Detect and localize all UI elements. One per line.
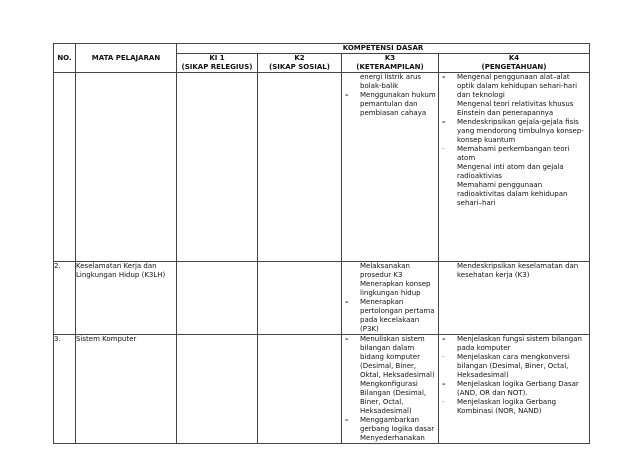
header-ki1 bbox=[177, 54, 258, 73]
curriculum-table bbox=[53, 43, 590, 444]
list-item: – Mengenal penggunaan alat–alat optik dalam kehidupan sehari-hari dan teknologi bbox=[442, 73, 578, 99]
header-ki1-sub: (SIKAP RELEGIUS) bbox=[181, 63, 253, 71]
subject-name: Sistem Komputer bbox=[76, 335, 177, 444]
header-k4 bbox=[439, 54, 590, 73]
header-k2-title: K2 bbox=[294, 54, 305, 62]
row-number: 3. bbox=[54, 335, 76, 444]
header-k2 bbox=[258, 54, 342, 73]
header-k4-sub: (PENGETAHUAN) bbox=[481, 63, 547, 71]
list-item: Memahami penggunaan radioaktivitas dalam kehidupan sehari–hari bbox=[457, 181, 568, 207]
subject-name: Keselamatan Kerja dan Lingkungan Hidup (K3LH) bbox=[76, 262, 177, 335]
list-item: Menerapkan konsep lingkungan hidup bbox=[360, 280, 431, 297]
list-item: – Menjelaskan fungsi sistem bilangan pada komputer bbox=[442, 335, 582, 352]
ki1-cell bbox=[177, 335, 258, 444]
row-number: 2. bbox=[54, 262, 76, 335]
list-item: - Menjelaskan cara mengkonversi bilangan (Desimal, Biner, Octal, Heksadesimal) bbox=[442, 353, 570, 379]
list-item: Mengenal inti atom dan gejala radioaktivias bbox=[457, 163, 564, 180]
header-k2-sub: (SIKAP SOSIAL) bbox=[269, 63, 330, 71]
list-item: - Menjelaskan logika Gerbang Kombinasi (NOR, NAND) bbox=[442, 398, 557, 415]
k4-cell bbox=[439, 335, 590, 444]
k4-cell bbox=[439, 262, 590, 335]
k2-cell bbox=[258, 335, 342, 444]
list-item: energi listrik arus bolak-balik bbox=[360, 73, 422, 90]
k3-cell bbox=[342, 335, 439, 444]
row-number bbox=[54, 73, 76, 262]
k4-cell bbox=[439, 73, 590, 262]
list-item: Mengenal teori relativitas khusus Einstein dan penerapannya bbox=[457, 100, 574, 117]
table-row bbox=[54, 335, 590, 444]
list-item: Menyederhanakan bbox=[360, 434, 425, 442]
ki1-cell bbox=[177, 73, 258, 262]
list-item: – Menuliskan sistem bilangan dalam bidang komputer (Desimal, Biner, Oktal, Heksadesimal) bbox=[345, 335, 435, 379]
header-k3-sub: (KETERAMPILAN) bbox=[356, 63, 424, 71]
ki1-cell bbox=[177, 262, 258, 335]
header-k4-title: K4 bbox=[508, 54, 520, 62]
list-item: – Mendeskripsikan gejala-gejala fisis yang mendorong timbulnya konsep-konsep kuantum bbox=[442, 118, 584, 144]
k3-cell bbox=[342, 262, 439, 335]
table-row bbox=[54, 262, 590, 335]
k2-cell bbox=[258, 262, 342, 335]
table-row bbox=[54, 73, 590, 262]
header-ki1-title: KI 1 bbox=[209, 54, 225, 62]
list-item: – Menggunakan hukum pemantulan dan pembiasan cahaya bbox=[345, 91, 436, 117]
header-k3-title: K3 bbox=[384, 54, 396, 62]
list-item: Mendeskripsikan keselamatan dan kesehatan kerja (K3) bbox=[457, 262, 579, 279]
header-row-1 bbox=[54, 44, 590, 54]
header-mata-pelajaran: MATA PELAJARAN bbox=[76, 44, 177, 73]
header-kompetensi-dasar: KOMPETENSI DASAR bbox=[177, 44, 590, 54]
list-item: – Menggambarkan gerbang logika dasar bbox=[345, 416, 435, 433]
subject-name bbox=[76, 73, 177, 262]
list-item: – Menerapkan pertolongan pertama pada kecelakaan (P3K) bbox=[345, 298, 435, 333]
list-item: - Memahami perkembangan teori atom bbox=[442, 145, 570, 162]
list-item: Mengkonfigurasi Bilangan (Desimal, Biner, Octal, Heksadesimal) bbox=[360, 380, 427, 415]
list-item: Melaksanakan prosedur K3 bbox=[360, 262, 410, 279]
k2-cell bbox=[258, 73, 342, 262]
list-item: – Menjelaskan logika Gerbang Dasar (AND, OR dan NOT). bbox=[442, 380, 579, 397]
header-no: NO. bbox=[54, 44, 76, 73]
k3-cell bbox=[342, 73, 439, 262]
header-k3 bbox=[342, 54, 439, 73]
